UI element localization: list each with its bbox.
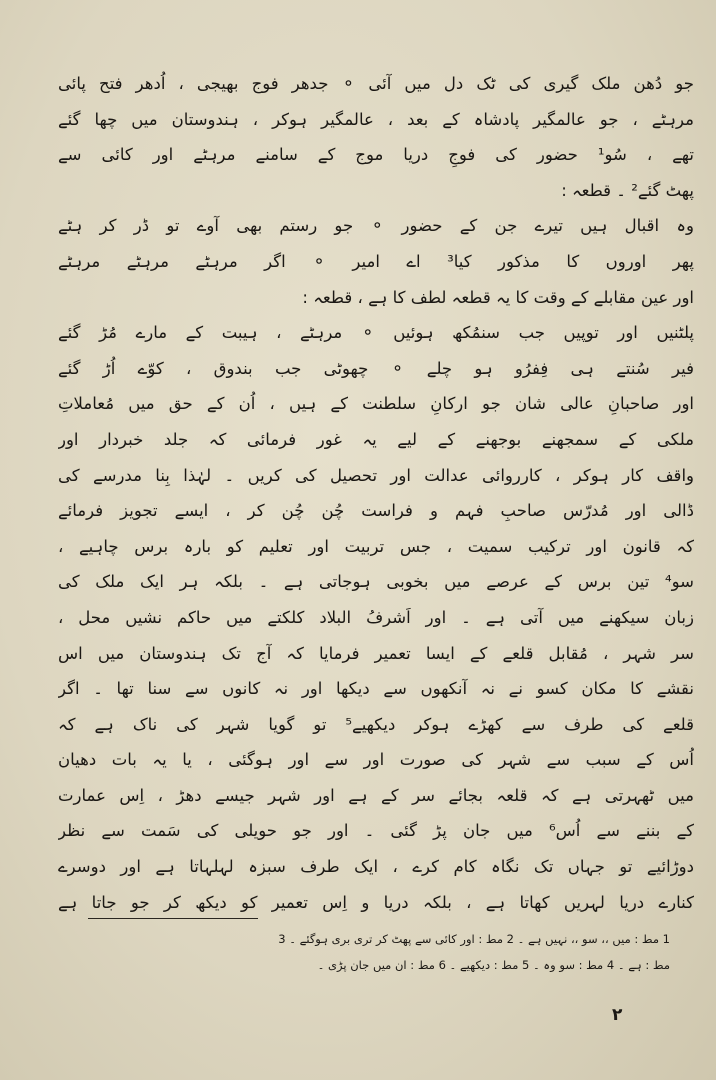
text-line: اور عین مقابلے کے وقت کا یہ قطعہ لطف کا ہے ، قطعہ : [302,287,694,307]
text-line: کنارے دریا لہریں کھاتا ہے ، بلکہ دریا و اِس تعمیر کو دیکھ کر جو جاتا ہے [58,892,694,912]
text-line: اُس کے سبب سے شہر کی صورت اور سے اور ہوگئی ، یا یہ بات دھیان [58,750,694,770]
verse-line: پھر اوروں کا مذکور کیا³ اے امیر ⚬ اگر مرہٹے مرہٹے مرہٹے [58,251,694,271]
footnote-line: مط : ہے ۔ 4 مط : سو وہ ۔ 5 مط : دیکھیے ۔ 6 مط : ان میں جان پڑی ۔ [317,958,670,972]
text-line: ملکی کے سمجھنے بوجھنے کے لیے یہ غور فرمائی کہ جلد خبردار اور [58,429,694,449]
text-line: دوڑائیے تو جہاں تک نگاہ کام کرے ، ایک طرف سبزہ لہلہاتا ہے اور دوسرے [58,857,694,877]
verse-line: وہ اقبال ہیں تیرے جن کے حضور ⚬ جو رستم بھی آوے تو ڈر کر ہٹے [58,216,694,236]
footnotes [70,926,670,978]
text-line: مرہٹے ، جو عالمگیر پادشاہ کے بعد ، عالمگیر ہوکر ، ہندوستان میں چھا گئے [58,109,694,129]
text-line: پھٹ گئے² ۔ قطعہ : [561,180,694,200]
text-line: میں ٹھہرتی ہے کہ قلعہ بجائے سر کے ہے اور شہر جیسے دھڑ ، اِس عمارت [58,785,694,805]
text-line: زبان سیکھنے میں آتی ہے ۔ اور اَشرفُ البلاد کلکتے میں حاکم نشیں محل ، [58,607,694,627]
text-line: کہ قانون اور ترکیب سمیت ، جس تربیت اور تعلیم کو بارہ برس چاہیے ، [58,536,694,556]
footnote-divider [88,918,258,919]
footnote-line: 1 مط : میں ،، سو ،، نہیں ہے ۔ 2 مط : اور کائی سے پھٹ کر تری بری ہوگئے ۔ 3 [278,932,670,946]
text-line: سر شہر ، مُقابل قلعے کے ایسا تعمیر فرمایا کہ آج تک ہندوستان میں اس [58,643,694,663]
verse-line: پلٹنیں اور توپیں جب سنمُکھ ہوئیں ⚬ مرہٹے ، ہیبت کے مارے مُڑ گئے [58,323,694,343]
text-line: تھے ، سُو¹ حضور کی فوجِ دریا موج کے سامنے مرہٹے اور کائی سے [58,145,694,165]
text-line: سو⁴ تین برس کے عرصے میں بخوبی ہوجاتی ہے ۔ بلکہ ہر ایک ملک کی [58,572,694,592]
text-line: قلعے کی طرف سے کھڑے ہوکر دیکھیے⁵ تو گویا شہر کی ناک ہے کہ [58,714,694,734]
page-number: ۲ [612,1005,623,1025]
text-line: کے بننے سے اُس⁶ میں جان پڑ گئی ۔ اور جو حویلی کی سَمت سے نظر [58,821,694,841]
text-line: واقف کار ہوکر ، کارروائی عدالت اور تحصیل کی کریں ۔ لہٰذا بِنا مدرسے کی [58,465,694,485]
body-text [58,66,694,920]
text-line: ڈالی اور مُدرّس صاحبِ فہم و فراست چُن چُن کر ، ایسے تجویز فرمائے [58,501,694,521]
text-line: نقشے کا مکان کسو نے نہ آنکھوں سے دیکھا اور نہ کانوں سے سنا تھا ۔ اگر [58,679,694,699]
verse-line: فیر سُنتے ہی فِفرُو ہو چلے ⚬ چھوٹی جب بندوق ، کوّے اُڑ گئے [58,358,694,378]
text-line: اور صاحبانِ عالی شان جو ارکانِ سلطنت کے ہیں ، اُن کے حق میں مُعاملاتِ [58,394,694,414]
text-line: جو دُھن ملک گیری کی ٹک دل میں آئی ⚬ جدھر فوج بھیجی ، اُدھر فتح پائی [58,74,694,93]
